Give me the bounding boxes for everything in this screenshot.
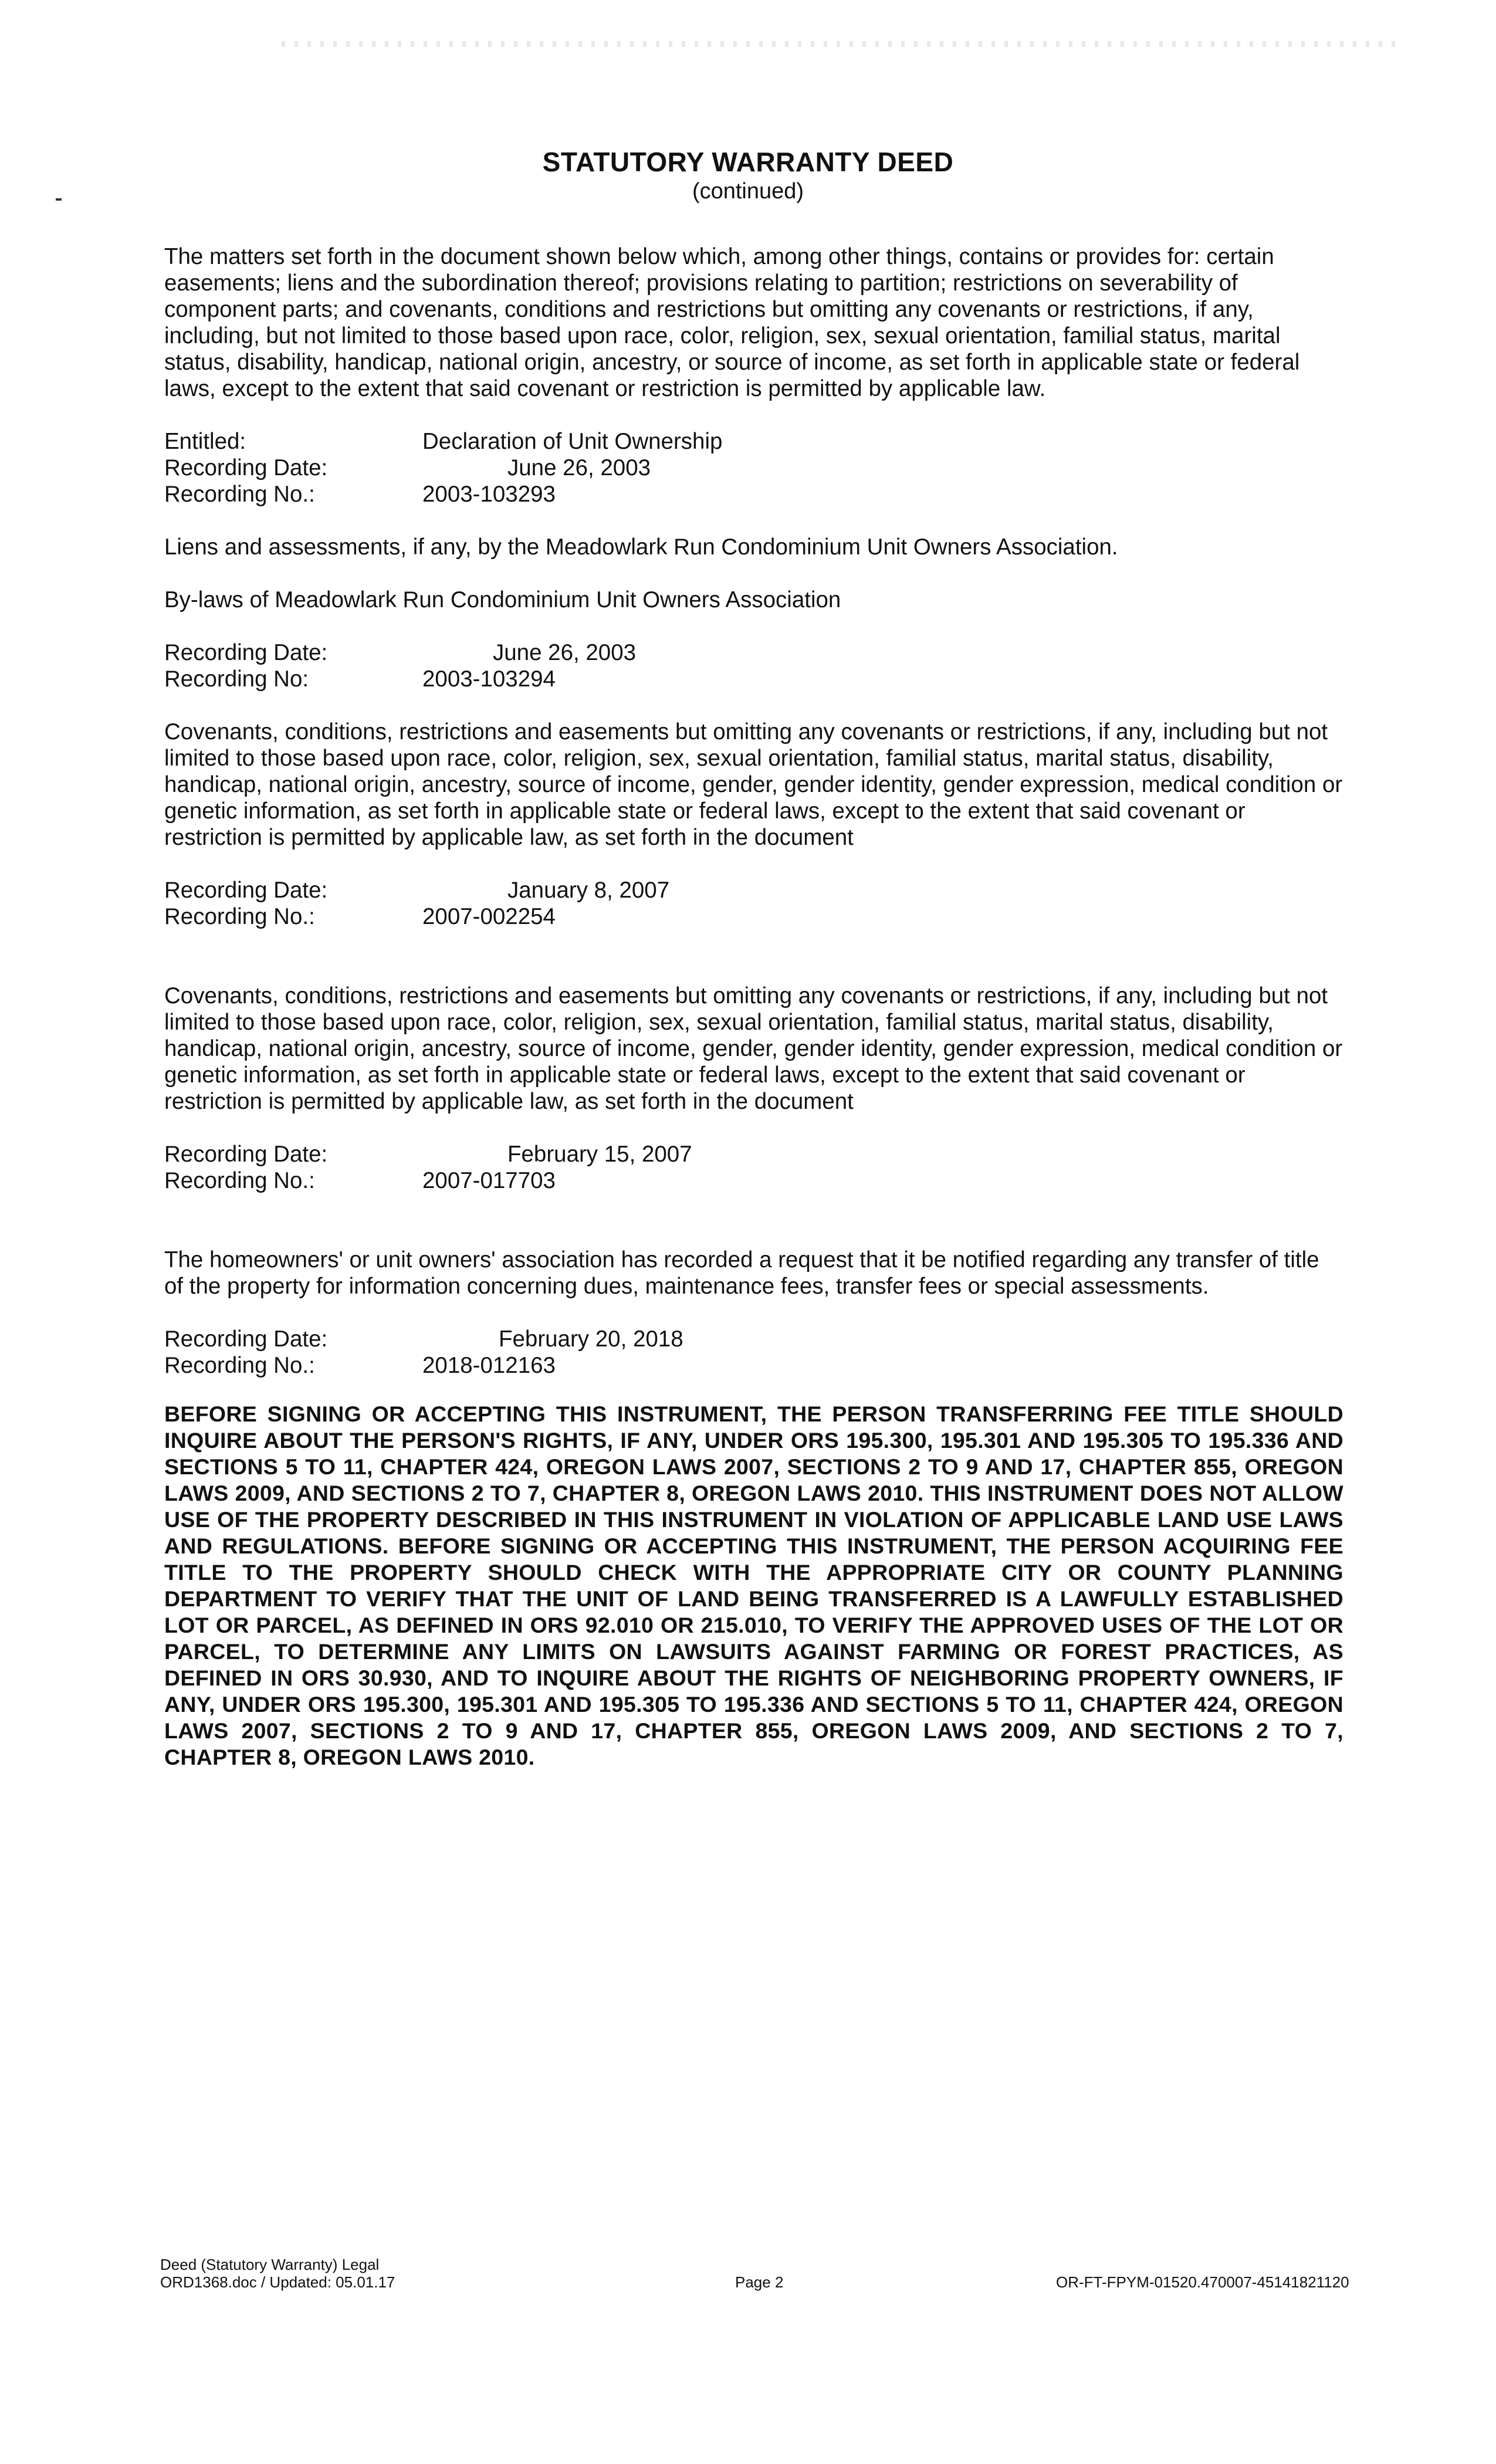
document-header: [0, 145, 1496, 204]
record-row: [164, 1326, 1343, 1352]
recording-no-label: Recording No.:: [164, 1353, 315, 1378]
record-row: [164, 903, 1343, 930]
recording-no-value: 2003-103294: [422, 666, 556, 692]
record-block-4: [164, 1141, 1343, 1194]
record-row: [164, 455, 1343, 481]
recording-date-value: February 20, 2018: [499, 1326, 683, 1352]
recording-no-label: Recording No:: [164, 666, 309, 692]
record-row: [164, 1141, 1343, 1167]
recording-date-value: June 26, 2003: [507, 455, 651, 480]
recording-date-label: Recording Date:: [164, 1326, 328, 1352]
intro-paragraph: The matters set forth in the document shown below which, among other things, contains or provides for: certain easements; liens and the subordination thereof; provisions relating to partition; restrictions on severability of component parts; and covenants, conditions and restrictions but omitting any covenants or restrictions, if any, including, but not limited to those based upon race, color, religion, sex, sexual orientation, familial status, marital status, disability, handicap, national origin, ancestry, or source of income, as set forth in applicable state or federal laws, except to the extent that said covenant or restriction is permitted by applicable law.: [164, 244, 1300, 401]
bylaws-paragraph: By-laws of Meadowlark Run Condominium Unit Owners Association: [164, 587, 841, 612]
record-block-2: [164, 639, 1343, 692]
recording-date-label: Recording Date:: [164, 455, 328, 480]
liens-paragraph: Liens and assessments, if any, by the Meadowlark Run Condominium Unit Owners Association.: [164, 534, 1118, 560]
document-title: STATUTORY WARRANTY DEED: [542, 147, 954, 177]
recording-date-label: Recording Date:: [164, 1142, 328, 1167]
footer-form-info: [160, 2256, 395, 2291]
record-row: [164, 1167, 1343, 1194]
footer-form-name: Deed (Statutory Warranty) Legal: [160, 2256, 380, 2273]
footer-page-number: Page 2: [735, 2273, 784, 2291]
record-row: [164, 666, 1343, 692]
record-block-5: [164, 1326, 1343, 1379]
recording-date-value: June 26, 2003: [493, 640, 637, 665]
recording-no-label: Recording No.:: [164, 904, 315, 929]
document-body: [164, 243, 1343, 1771]
recording-no-label: Recording No.:: [164, 482, 315, 507]
record-row: [164, 481, 1343, 507]
recording-no-label: Recording No.:: [164, 1168, 315, 1193]
recording-date-label: Recording Date:: [164, 640, 328, 665]
recording-no-value: 2007-017703: [422, 1168, 556, 1193]
recording-date-value: January 8, 2007: [507, 878, 670, 903]
record-block-3: [164, 877, 1343, 930]
land-use-warning: BEFORE SIGNING OR ACCEPTING THIS INSTRUMENT, THE PERSON TRANSFERRING FEE TITLE SHOULD INQUIRE ABOUT THE PERSON'S RIGHTS, IF ANY, UNDER ORS 195.300, 195.301 AND 195.305 TO 195.336 AND SECTIONS 5 TO 11, CHAPTER 424, OREGON LAWS 2007, SECTIONS 2 TO 9 AND 17, CHAPTER 855, OREGON LAWS 2009, AND SECTIONS 2 TO 7, CHAPTER 8, OREGON LAWS 2010. THIS INSTRUMENT DOES NOT ALLOW USE OF THE PROPERTY DESCRIBED IN THIS INSTRUMENT IN VIOLATION OF APPLICABLE LAND USE LAWS AND REGULATIONS. BEFORE SIGNING OR ACCEPTING THIS INSTRUMENT, THE PERSON ACQUIRING FEE TITLE TO THE PROPERTY SHOULD CHECK WITH THE APPROPRIATE CITY OR COUNTY PLANNING DEPARTMENT TO VERIFY THAT THE UNIT OF LAND BEING TRANSFERRED IS A LAWFULLY ESTABLISHED LOT OR PARCEL, AS DEFINED IN ORS 92.010 OR 215.010, TO VERIFY THE APPROVED USES OF THE LOT OR PARCEL, TO DETERMINE ANY LIMITS ON LAWSUITS AGAINST FARMING OR FOREST PRACTICES, AS DEFINED IN ORS 30.930, AND TO INQUIRE ABOUT THE RIGHTS OF NEIGHBORING PROPERTY OWNERS, IF ANY, UNDER ORS 195.300, 195.301 AND 195.305 TO 195.336 AND SECTIONS 5 TO 11, CHAPTER 424, OREGON LAWS 2007, SECTIONS 2 TO 9 AND 17, CHAPTER 855, OREGON LAWS 2009, AND SECTIONS 2 TO 7, CHAPTER 8, OREGON LAWS 2010.: [164, 1402, 1343, 1769]
entitled-label: Entitled:: [164, 429, 246, 454]
scan-artifact-line: [282, 41, 1396, 47]
recording-date-label: Recording Date:: [164, 878, 328, 903]
record-row: [164, 877, 1343, 903]
recording-date-value: February 15, 2007: [507, 1142, 692, 1167]
footer-order-id: OR-FT-FPYM-01520.470007-45141821120: [1056, 2273, 1349, 2291]
document-subtitle: (continued): [692, 179, 804, 204]
record-row: [164, 428, 1343, 455]
recording-no-value: 2003-103293: [422, 482, 556, 507]
record-row: [164, 1352, 1343, 1379]
covenants-paragraph-1: Covenants, conditions, restrictions and easements but omitting any covenants or restrictions, if any, including but not limited to those based upon race, color, religion, sex, sexual orientation, familial status, marital status, disability, handicap, national origin, ancestry, source of income, gender, gender identity, gender expression, medical condition or genetic information, as set forth in applicable state or federal laws, except to the extent that said covenant or restriction is permitted by applicable law, as set forth in the document: [164, 719, 1343, 850]
association-paragraph: The homeowners' or unit owners' association has recorded a request that it be notified regarding any transfer of title of the property for information concerning dues, maintenance fees, transfer fees or special assessments.: [164, 1247, 1319, 1299]
footer-form-file: ORD1368.doc / Updated: 05.01.17: [160, 2273, 395, 2291]
recording-no-value: 2007-002254: [422, 904, 556, 929]
covenants-paragraph-2: Covenants, conditions, restrictions and easements but omitting any covenants or restrictions, if any, including but not limited to those based upon race, color, religion, sex, sexual orientation, familial status, marital status, disability, handicap, national origin, ancestry, source of income, gender, gender identity, gender expression, medical condition or genetic information, as set forth in applicable state or federal laws, except to the extent that said covenant or restriction is permitted by applicable law, as set forth in the document: [164, 983, 1343, 1114]
record-row: [164, 639, 1343, 666]
record-block-1: [164, 428, 1343, 507]
entitled-value: Declaration of Unit Ownership: [422, 429, 723, 454]
recording-no-value: 2018-012163: [422, 1353, 556, 1378]
